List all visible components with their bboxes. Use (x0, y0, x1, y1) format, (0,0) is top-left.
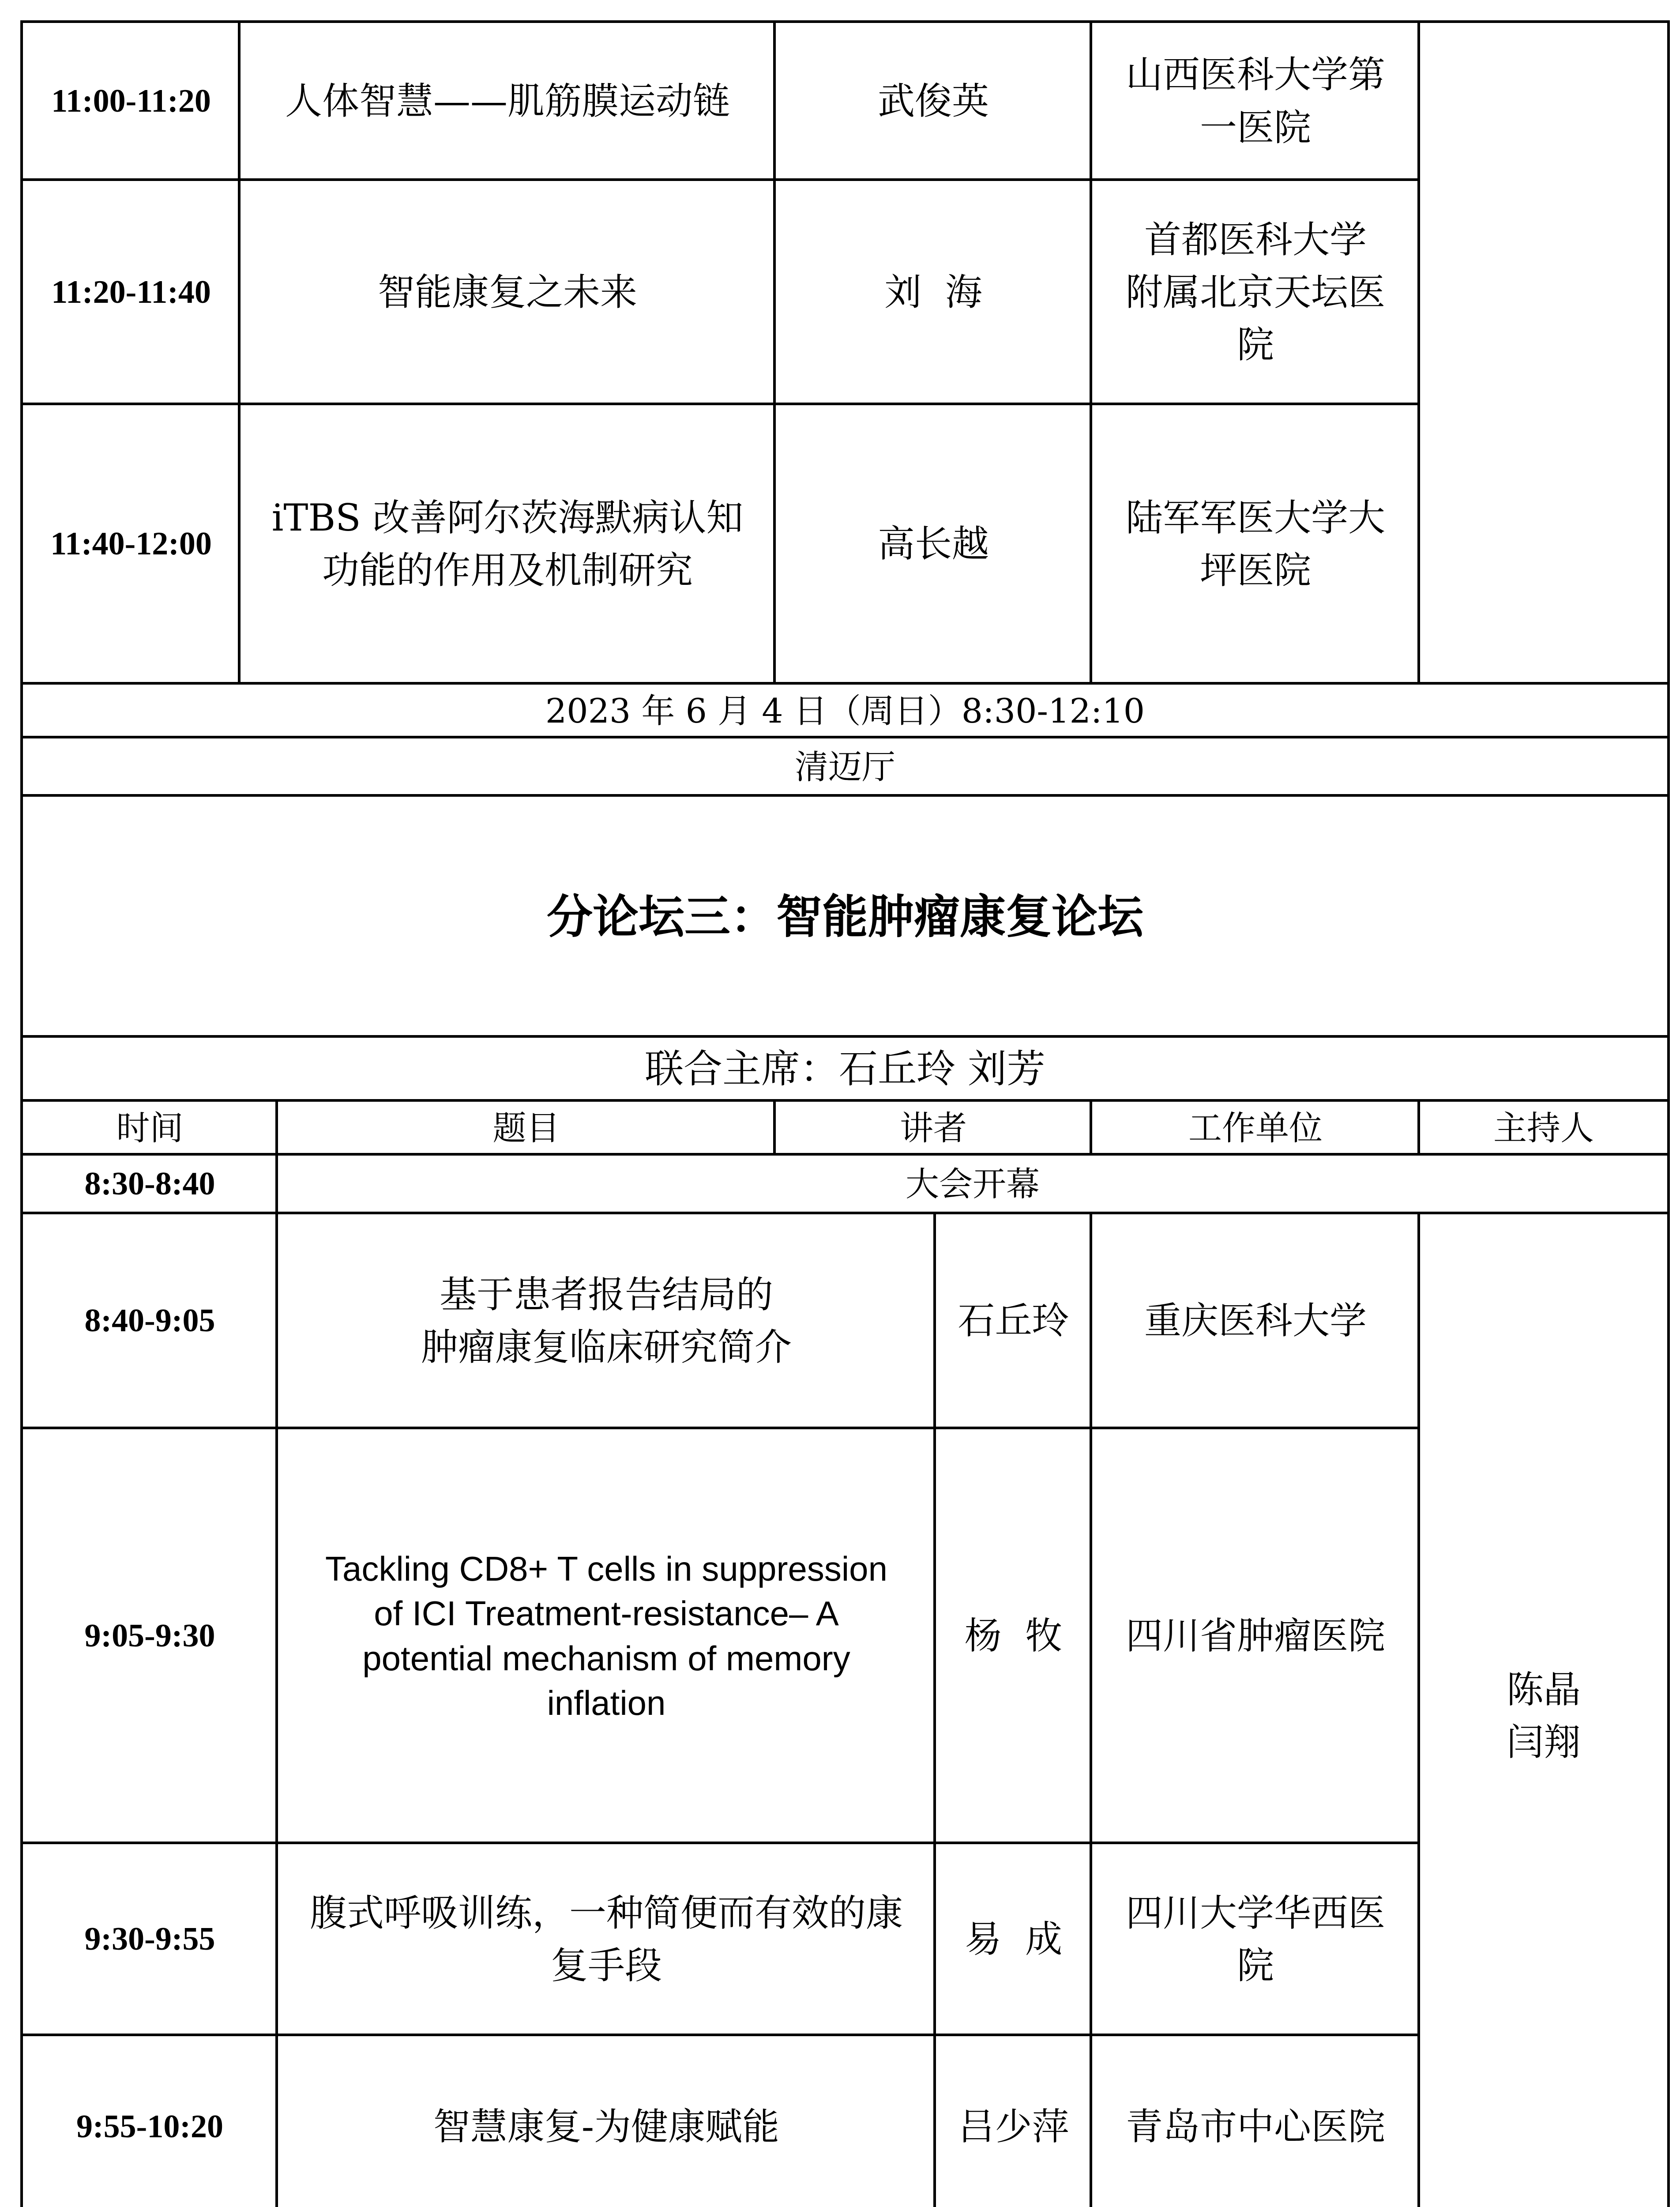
header-unit: 工作单位 (1188, 1108, 1323, 1148)
time-cell: 9:05-9:30 (84, 1617, 215, 1654)
unit-cell: 山西医科大学第 一医院 (1125, 53, 1385, 149)
table-rule (20, 20, 1670, 23)
table-rule (20, 1842, 1420, 1844)
table-rule (20, 2034, 1420, 2036)
topic-cell: 智慧康复-为健康赋能 (433, 2105, 780, 2149)
topic-cell: 智能康复之未来 (377, 270, 637, 314)
table-rule (20, 1035, 1670, 1038)
session-date: 2023 年 6 月 4 日（周日）8:30-12:10 (545, 691, 1145, 731)
table-rule (773, 20, 776, 685)
table-rule (238, 20, 241, 685)
table-rule (20, 1099, 1670, 1102)
table-rule (933, 1212, 936, 2207)
topic-cell: iTBS 改善阿尔茨海默病认知 功能的作用及机制研究 (271, 496, 744, 592)
table-rule (1090, 20, 1092, 685)
time-cell: 9:30-9:55 (84, 1921, 215, 1958)
table-rule (275, 1099, 278, 2207)
opening-label: 大会开幕 (906, 1164, 1040, 1204)
topic-cell: Tackling CD8+ T cells in suppression of ICI Treatment-resistance– A potential mechanism of memory inflation (325, 1549, 887, 1722)
table-rule (20, 736, 1670, 738)
unit-cell: 首都医科大学 附属北京天坛医 院 (1125, 218, 1385, 367)
time-cell: 11:00-11:20 (51, 83, 211, 119)
host-cell: 陈晶 闫翔 (1506, 1668, 1581, 1764)
table-rule (20, 20, 23, 2207)
topic-cell: 人体智慧——肌筋膜运动链 (285, 79, 730, 123)
table-rule (20, 178, 1420, 181)
table-rule (20, 1212, 1670, 1214)
time-cell: 8:40-9:05 (84, 1303, 215, 1339)
table-rule (1090, 1212, 1092, 2207)
table-rule (1417, 1099, 1420, 1156)
table-rule (1417, 20, 1420, 685)
table-rule (20, 682, 1670, 685)
table-rule (1090, 1099, 1092, 1156)
session-venue: 清迈厅 (795, 747, 895, 787)
topic-cell: 基于患者报告结局的 肿瘤康复临床研究简介 (421, 1273, 792, 1369)
header-speaker: 讲者 (900, 1108, 967, 1148)
opening-time: 8:30-8:40 (84, 1166, 215, 1202)
time-cell: 9:55-10:20 (76, 2109, 223, 2145)
table-rule (773, 1099, 776, 1156)
table-rule (20, 1427, 1420, 1429)
topic-cell: 腹式呼吸训练，一种简便而有效的康 复手段 (309, 1891, 903, 1987)
speaker-cell: 高长越 (877, 522, 989, 566)
unit-cell: 青岛市中心医院 (1125, 2105, 1385, 2149)
speaker-cell: 石丘玲 (958, 1299, 1069, 1343)
unit-cell: 四川省肿瘤医院 (1125, 1614, 1385, 1657)
unit-cell: 四川大学华西医 院 (1125, 1891, 1385, 1987)
speaker-cell: 易 成 (964, 1917, 1063, 1961)
header-topic: 题目 (492, 1108, 560, 1148)
speaker-cell: 武俊英 (877, 79, 989, 123)
table-rule (1667, 20, 1670, 2207)
header-time: 时间 (116, 1108, 184, 1148)
speaker-cell: 杨 牧 (964, 1614, 1063, 1657)
time-cell: 11:20-11:40 (51, 274, 211, 310)
speaker-cell: 吕少萍 (958, 2105, 1069, 2149)
unit-cell: 重庆医科大学 (1144, 1299, 1367, 1343)
time-cell: 11:40-12:00 (50, 526, 212, 562)
table-rule (1417, 1212, 1420, 2207)
table-rule (20, 403, 1420, 405)
session-cochairs: 联合主席：石丘玲 刘芳 (645, 1046, 1045, 1092)
table-rule (20, 1153, 1670, 1156)
header-host: 主持人 (1493, 1108, 1594, 1148)
session-title: 分论坛三：智能肿瘤康复论坛 (546, 889, 1143, 944)
unit-cell: 陆军军医大学大 坪医院 (1125, 496, 1385, 592)
table-rule (20, 794, 1670, 797)
speaker-cell: 刘 海 (884, 270, 982, 314)
